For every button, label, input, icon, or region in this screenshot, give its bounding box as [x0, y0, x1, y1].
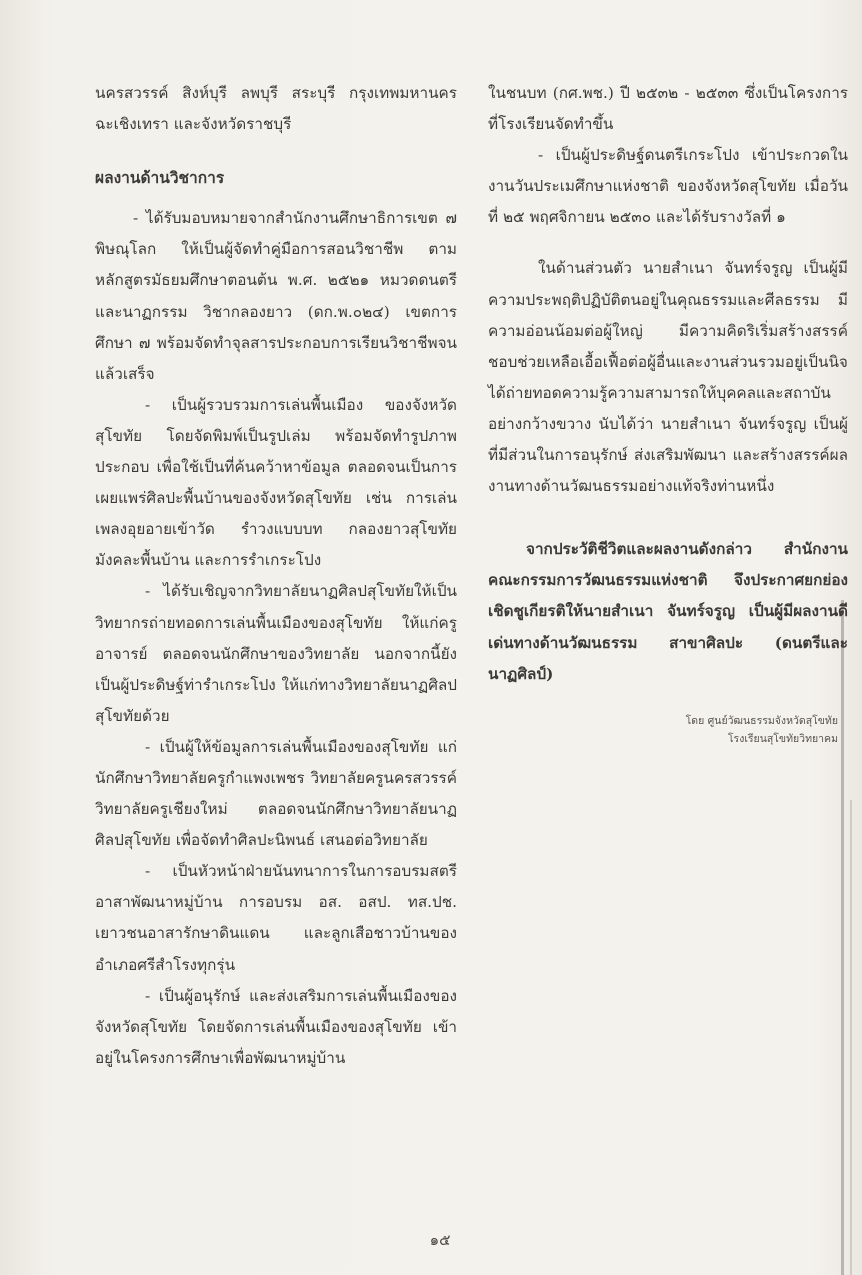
left-paragraph-4: - ได้รับเชิญจากวิทยาลัยนาฏศิลปสุโขทัยให้เป็นวิทยากรถ่ายทอดการเล่นพื้นเมืองของสุโขทัย ให้แก่ครู อาจารย์ ตลอดจนนักศึกษาของวิทยาลัย นอกจากนี้ยังเป็นผู้ประดิษฐ์ท่ารำเกระโปง ให้แก่ทางวิทยาลัยนาฏศิลปสุโขทัยด้วย — [95, 582, 457, 725]
right-paragraph-personal: ในด้านส่วนตัว นายสำเนา จันทร์จรูญ เป็นผู้มีความประพฤติปฏิบัติตนอยู่ในคุณธรรมและศีลธรรม มีความอ่อนน้อมต่อผู้ใหญ่ มีความคิดริเริ่มสร้างสรรค์ ชอบช่วยเหลือเอื้อเฟื้อต่อผู้อื่นและงานส่วนรวมอยู่เป็นนิจ ได้ถ่ายทอดความรู้ความสามารถให้บุคคลและสถาบันอย่างกว้างขวาง นับได้ว่า นายสำเนา จันทร์จรูญ เป็นผู้ที่มีส่วนในการอนุรักษ์ ส่งเสริมพัฒนา และสร้างสรรค์ผลงานทางด้านวัฒนธรรมอย่างแท้จริงท่านหนึ่ง — [488, 259, 848, 496]
author-credit — [488, 712, 848, 748]
section-heading-academic-works: ผลงานด้านวิชาการ — [95, 168, 225, 188]
credit-line-2: โรงเรียนสุโขทัยวิทยาคม — [727, 732, 838, 745]
left-paragraph-3: - เป็นผู้รวบรวมการเล่นพื้นเมือง ของจังหวัดสุโขทัย โดยจัดพิมพ์เป็นรูปเล่ม พร้อมจัดทำรูปภาพประกอบ เพื่อใช้เป็นที่ค้นคว้าหาข้อมูล ตลอดจนเป็นการเผยแพร่ศิลปะพื้นบ้านของจังหวัดสุโขทัย เช่น การเล่นเพลงอุยอายเข้าวัด รำวงแบบบท กลองยาวสุโขทัย มังคละพื้นบ้าน และการรำเกระโปง — [95, 395, 457, 570]
left-paragraph-5: - เป็นผู้ให้ข้อมูลการเล่นพื้นเมืองของสุโขทัย แก่นักศึกษาวิทยาลัยครูกำแพงเพชร วิทยาลัยครูนครสวรรค์ วิทยาลัยครูเชียงใหม่ ตลอดจนนักศึกษาวิทยาลัยนาฏศิลปสุโขทัย เพื่อจัดทำศิลปะนิพนธ์ เสนอต่อวิทยาลัย — [95, 737, 457, 850]
credit-line-1: โดย ศูนย์วัฒนธรรมจังหวัดสุโขทัย — [685, 714, 838, 727]
left-paragraph-1: นครสวรรค์ สิงห์บุรี ลพบุรี สระบุรี กรุงเทพมหานคร ฉะเชิงเทรา และจังหวัดราชบุรี — [95, 84, 457, 134]
left-column — [95, 78, 457, 1074]
page-edge-shadow-secondary — [850, 800, 852, 1275]
conclusion-paragraph: จากประวัติชีวิตและผลงานดังกล่าว สำนักงาน คณะกรรมการวัฒนธรรมแห่งชาติ จึงประกาศยกย่องเชิดชูเกียรติให้นายสำเนา จันทร์จรูญ เป็นผู้มีผลงานดีเด่นทางด้านวัฒนธรรม สาขาศิลปะ (ดนตรีและนาฏศิลป์) — [488, 540, 848, 683]
right-column — [488, 78, 848, 748]
right-paragraph-1: ในชนบท (กศ.พช.) ปี ๒๕๓๒ - ๒๕๓๓ ซึ่งเป็นโครงการที่โรงเรียนจัดทำขึ้น — [488, 84, 848, 134]
right-paragraph-2: - เป็นผู้ประดิษฐ์ดนตรีเกระโปง เข้าประกวดในงานวันประเมศึกษาแห่งชาติ ของจังหวัดสุโขทัย เมื่อวันที่ ๒๕ พฤศจิกายน ๒๕๓๐ และได้รับรางวัลที่ ๑ — [488, 146, 848, 227]
left-paragraph-2: - ได้รับมอบหมายจากสำนักงานศึกษาธิการเขต ๗ พิษณุโลก ให้เป็นผู้จัดทำคู่มือการสอนวิชาชีพ ตามหลักสูตรมัธยมศึกษาตอนต้น พ.ศ. ๒๕๒๑ หมวดดนตรีและนาฏกรรม วิชากลองยาว (ดก.พ.๐๒๔) เขตการศึกษา ๗ พร้อมจัดทำจุลสารประกอบการเรียนวิชาชีพจนแล้วเสร็จ — [95, 209, 457, 383]
left-paragraph-7: - เป็นผู้อนุรักษ์ และส่งเสริมการเล่นพื้นเมืองของจังหวัดสุโขทัย โดยจัดการเล่นพื้นเมืองของสุโขทัย เข้าอยู่ในโครงการศึกษาเพื่อพัฒนาหมู่บ้าน — [95, 986, 457, 1067]
page-number: ๑๕ — [429, 1231, 451, 1249]
left-paragraph-6: - เป็นหัวหน้าฝ่ายนันทนาการในการอบรมสตรีอาสาพัฒนาหมู่บ้าน การอบรม อส. อสป. ทส.ปช. เยาวชนอาสารักษาดินแดน และลูกเสือชาวบ้านของอำเภอศรีสำโรงทุกรุ่น — [95, 862, 457, 974]
